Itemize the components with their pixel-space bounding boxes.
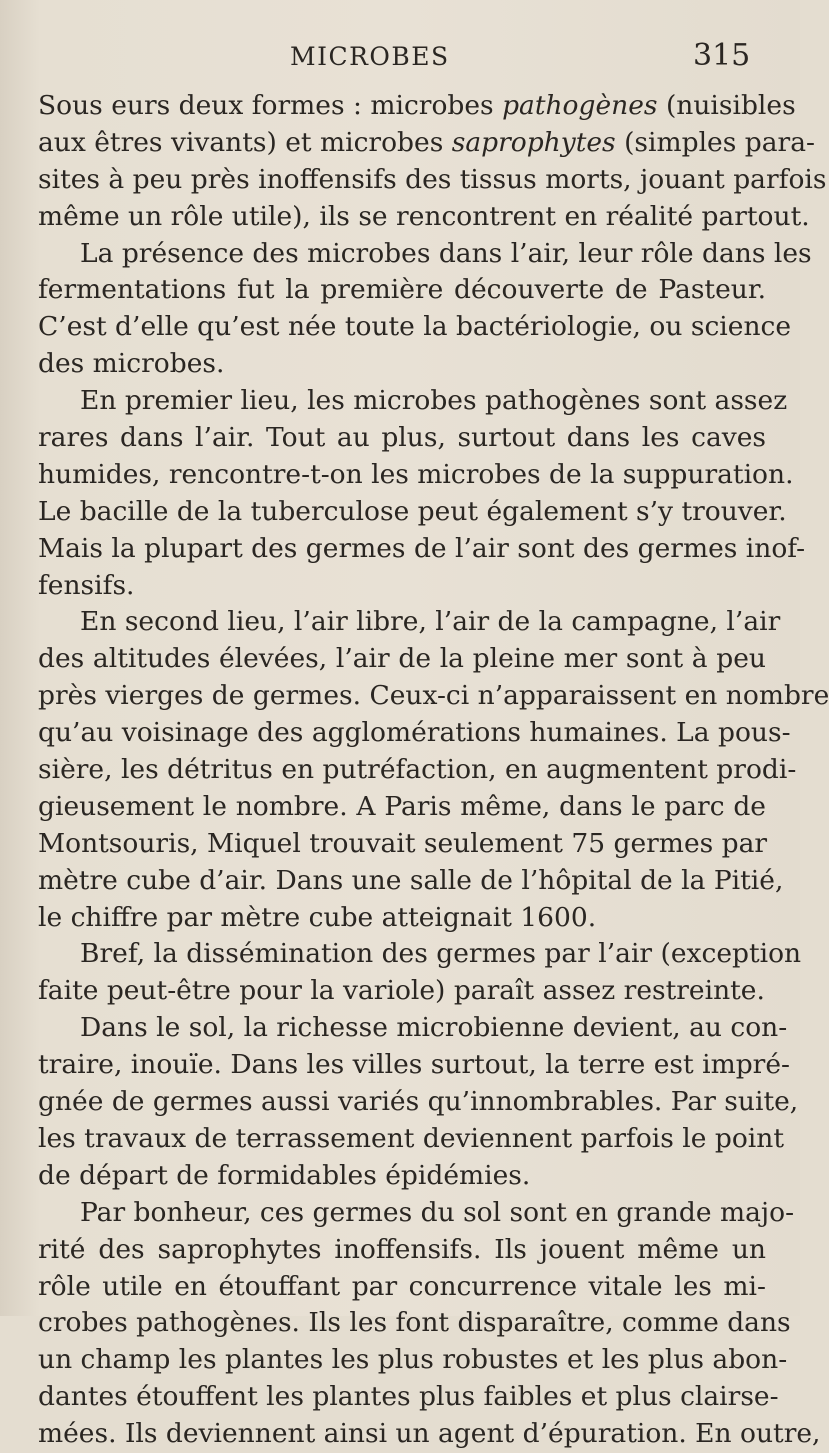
page-number: 315 — [693, 38, 751, 73]
text-line: traire, inouïe. Dans les villes surtout, la terre est impré- — [38, 1049, 790, 1081]
text-line: humides, rencontre-t-on les microbes de la suppuration. — [38, 458, 794, 490]
text-line: qu’au voisinage des agglomérations humaines. La pous- — [38, 717, 791, 749]
text-line: Mais la plupart des germes de l’air sont des germes inof- — [38, 532, 806, 564]
text-line: gnée de germes aussi variés qu’innombrables. Par suite, — [38, 1086, 799, 1118]
text-line: crobes pathogènes. Ils les font disparaître, comme dans — [38, 1307, 791, 1339]
text-line: sites à peu près inoffensifs des tissus morts, jouant parfois — [38, 163, 827, 195]
text-line: un champ les plantes les plus robustes et les plus abon- — [38, 1344, 788, 1376]
text-line: gieusement le nombre. A Paris même, dans le parc de — [38, 790, 766, 822]
text-line: mètre cube d’air. Dans une salle de l’hôpital de la Pitié, — [38, 864, 784, 896]
text-line: sière, les détritus en putréfaction, en augmentent prodi- — [38, 754, 797, 786]
text-line: faite peut-être pour la variole) paraît assez restreinte. — [38, 975, 765, 1007]
text-line: En second lieu, l’air libre, l’air de la campagne, l’air — [80, 606, 781, 638]
text-line: le chiffre par mètre cube atteignait 1600. — [38, 901, 597, 933]
text-line: les travaux de terrassement deviennent parfois le point — [38, 1122, 784, 1154]
text-line: La présence des microbes dans l’air, leur rôle dans les — [80, 237, 812, 269]
text-line: Bref, la dissémination des germes par l’air (exception — [80, 938, 802, 970]
body-text — [38, 88, 829, 1453]
text-line: Sous eurs deux formes : microbes pathogènes (nuisibles — [38, 90, 796, 121]
text-line: rôle utile en étouffant par concurrence vitale les mi- — [38, 1270, 766, 1302]
text-line: près vierges de germes. Ceux-ci n’apparaissent en nombre — [38, 680, 829, 712]
text-line: fermentations fut la première découverte de Pasteur. — [38, 274, 766, 306]
text-line: Dans le sol, la richesse microbienne devient, au con- — [80, 1012, 788, 1044]
text-line: rares dans l’air. Tout au plus, surtout dans les caves — [38, 422, 766, 454]
text-line: même un rôle utile), ils se rencontrent en réalité partout. — [38, 200, 810, 232]
text-line: mées. Ils deviennent ainsi un agent d’épuration. En outre, — [38, 1418, 821, 1450]
text-line: Par bonheur, ces germes du sol sont en grande majo- — [80, 1196, 795, 1228]
text-line: de départ de formidables épidémies. — [38, 1159, 531, 1191]
page-header — [0, 38, 800, 82]
text-line: En premier lieu, les microbes pathogènes sont assez — [80, 385, 788, 417]
text-line: C’est d’elle qu’est née toute la bactériologie, ou science — [38, 311, 792, 343]
running-head: MICROBES — [290, 42, 450, 71]
text-line: fensifs. — [38, 569, 135, 601]
text-line: Le bacille de la tuberculose peut également s’y trouver. — [38, 495, 787, 527]
text-line: rité des saprophytes inoffensifs. Ils jouent même un — [38, 1233, 766, 1265]
text-line: des microbes. — [38, 348, 225, 380]
text-line: dantes étouffent les plantes plus faibles et plus clairse- — [38, 1381, 779, 1413]
text-line: des altitudes élevées, l’air de la pleine mer sont à peu — [38, 643, 766, 675]
text-line: Montsouris, Miquel trouvait seulement 75 germes par — [38, 827, 768, 859]
text-line: aux êtres vivants) et microbes saprophytes (simples para- — [38, 126, 815, 158]
